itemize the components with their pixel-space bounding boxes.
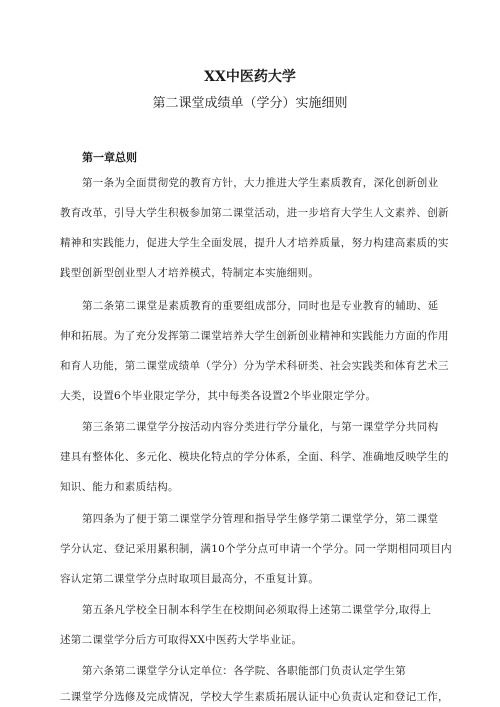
article-6-line-2: 二课堂学分选修及完成情况，学校大学生素质拓展认证中心负责认定和登记工作， <box>60 691 449 703</box>
article-4-line-1: 第四条为了便于第二课堂学分管理和指导学生修学第二课堂学分，第二课堂 <box>82 513 439 525</box>
article-1-line-3: 精神和实践能力，促进大学生全面发展，提升人才培养质量，努力构建高素质的实 <box>60 237 449 249</box>
article-2-line-3: 和育人功能，第二课堂成绩单（学分）分为学术科研类、社会实践类和体育艺术三 <box>60 360 449 372</box>
article-5-line-1: 第五条凡学校全日制本科学生在校期间必须取得上述第二课堂学分,取得上 <box>82 604 432 616</box>
article-4-line-2: 学分认定、登记采用累积制，满10个学分点可申请一个学分。同一学期相同项目内 <box>60 543 452 555</box>
article-2-line-1: 第二条第二课堂是素质教育的重要组成部分，同时也是专业教育的辅助、延 <box>82 300 439 312</box>
article-3-line-1: 第三条第二课堂学分按活动内容分类进行学分量化，与第一课堂学分共同构 <box>82 421 439 433</box>
article-6-line-1: 第六条第二课堂学分认定单位：各学院、各职能部门负责认定学生第 <box>82 665 406 677</box>
article-1-line-2: 教育改革，引导大学生积极参加第二课堂活动，进一步培育大学生人文素养、创新 <box>60 207 449 219</box>
article-2-line-4: 大类，设置6个毕业限定学分，其中每类各设置2个毕业限定学分。 <box>60 390 377 402</box>
article-3-line-2: 建具有整体化、多元化、模块化特点的学分体系，全面、科学、准确地反映学生的 <box>60 451 449 463</box>
chapter-heading: 第一章总则 <box>82 151 137 164</box>
article-1-line-4: 践型创新型创业型人才培养模式，特制定本实施细则。 <box>60 267 320 279</box>
article-1-line-1: 第一条为全面贯彻党的教育方针，大力推进大学生素质教育，深化创新创业 <box>82 177 439 189</box>
document-title: XX中医药大学 <box>204 69 296 85</box>
article-4-line-3: 容认定第二课堂学分点时取项目最高分，不重复计算。 <box>60 573 320 585</box>
document-subtitle: 第二课堂成绩单（学分）实施细则 <box>152 96 348 111</box>
article-2-line-2: 伸和拓展。为了充分发挥第二课堂培养大学生创新创业精神和实践能力方面的作用 <box>60 330 449 342</box>
article-5-line-2: 述第二课堂学分后方可取得XX中医药大学毕业证。 <box>60 634 303 646</box>
article-3-line-3: 知识、能力和素质结构。 <box>60 481 179 493</box>
